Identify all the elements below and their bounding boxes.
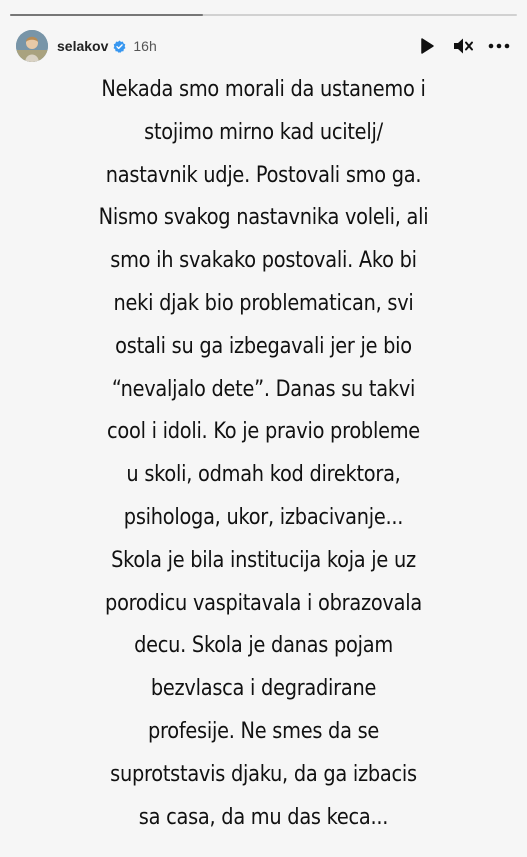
avatar[interactable] xyxy=(16,30,48,62)
story-controls xyxy=(415,34,511,58)
story-text-line: porodicu vaspitavala i obrazovala xyxy=(105,589,422,616)
story-progress-bar xyxy=(10,14,517,16)
story-text-line: Skola je bila institucija koja je uz xyxy=(111,546,416,573)
story-text-line: Nismo svakog nastavnika voleli, ali xyxy=(98,204,429,231)
post-time: 16h xyxy=(133,38,157,54)
story-text-line: profesije. Ne smes da se xyxy=(147,717,380,744)
story-text-line: sa casa, da mu das keca... xyxy=(138,803,389,830)
story-text-line: suprotstavis djaku, da ga izbacis xyxy=(110,760,417,787)
story-text-line: stojimo mirno kad ucitelj/ xyxy=(144,118,383,145)
story-text-line: decu. Skola je danas pojam xyxy=(134,632,393,659)
story-text-line: “nevaljalo dete”. Danas su takvi xyxy=(111,375,416,402)
story-text-line: u skoli, odmah kod direktora, xyxy=(126,461,401,488)
play-button[interactable] xyxy=(415,34,439,58)
story-text-line: nastavnik udje. Postovali smo ga. xyxy=(105,161,422,188)
story-text xyxy=(40,68,487,838)
mute-button[interactable] xyxy=(451,34,475,58)
username[interactable]: selakov xyxy=(57,38,109,54)
story-text-line: bezvlasca i degradirane xyxy=(150,675,377,702)
story-text-line: Nekada smo morali da ustanemo i xyxy=(101,76,426,102)
more-options-icon xyxy=(488,43,510,49)
play-icon xyxy=(419,37,435,55)
story-text-line: smo ih svakako postovali. Ako bi xyxy=(110,247,417,274)
story-header xyxy=(16,29,511,63)
story-text-line: psihologa, ukor, izbacivanje... xyxy=(123,503,404,530)
story-text-line: neki djak bio problematican, svi xyxy=(113,289,414,316)
story-progress-fill xyxy=(10,14,203,16)
story-text-line: ostali su ga izbegavali jer je bio xyxy=(115,332,412,359)
story-text-line: cool i idoli. Ko je pravio probleme xyxy=(107,418,420,445)
verified-badge-icon xyxy=(113,40,126,53)
mute-icon xyxy=(452,36,474,56)
more-options-button[interactable] xyxy=(487,34,511,58)
